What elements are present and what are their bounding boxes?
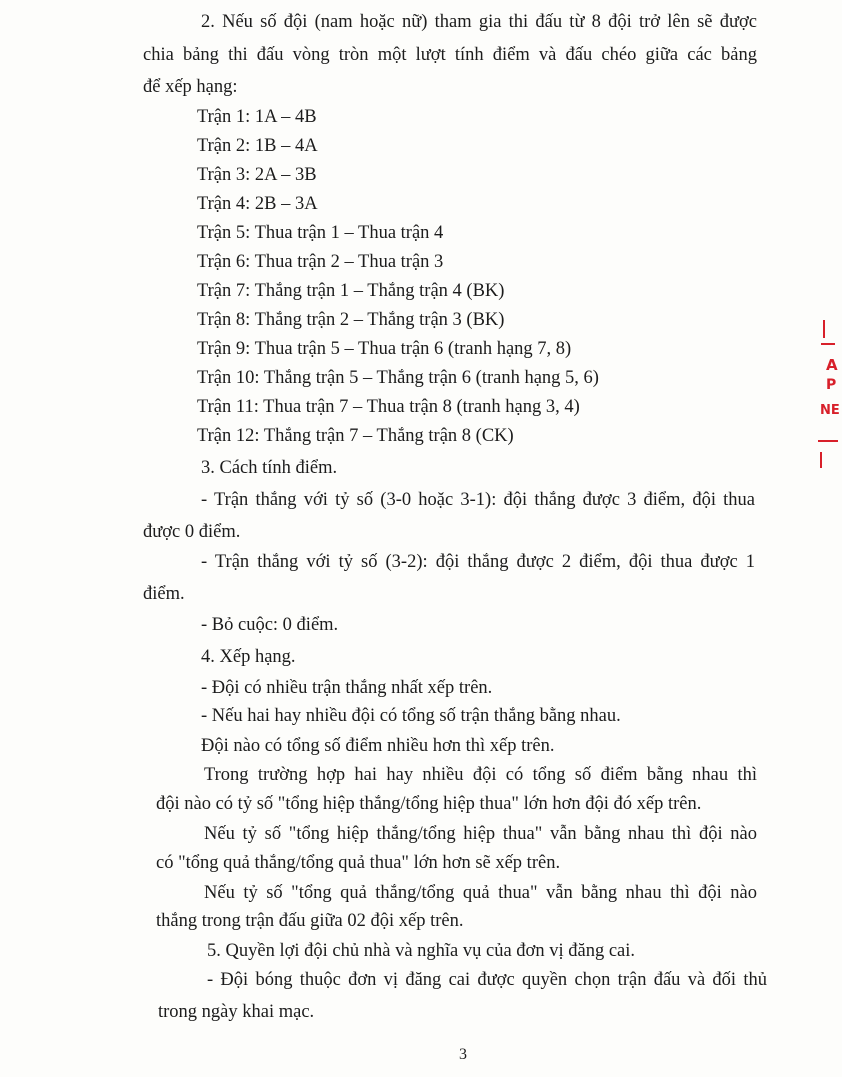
stamp-mark [821,343,835,345]
match-3: Trận 3: 2A – 3B [197,165,317,185]
ranking-rule-3: Đội nào có tổng số điểm nhiều hơn thì xếp trên. [201,736,555,756]
match-8: Trận 8: Thắng trận 2 – Thắng trận 3 (BK) [197,310,505,330]
match-12: Trận 12: Thắng trận 7 – Thắng trận 8 (CK) [197,426,514,446]
points-rule-3: - Bỏ cuộc: 0 điểm. [201,615,339,635]
match-9: Trận 9: Thua trận 5 – Thua trận 6 (tranh hạng 7, 8) [197,339,572,359]
ranking-rule-5-line-2: có "tổng quả thắng/tổng quả thua" lớn hơn sẽ xếp trên. [156,853,561,873]
stamp-mark [823,320,825,338]
section-3-heading: 3. Cách tính điểm. [201,458,338,478]
match-4: Trận 4: 2B – 3A [197,194,318,214]
section-5-heading: 5. Quyền lợi đội chủ nhà và nghĩa vụ của đơn vị đăng cai. [207,941,636,961]
points-rule-1-line-1: - Trận thắng với tỷ số (3-0 hoặc 3-1): đội thắng được 3 điểm, đội thua [201,490,755,510]
match-7: Trận 7: Thắng trận 1 – Thắng trận 4 (BK) [197,281,505,301]
match-10: Trận 10: Thắng trận 5 – Thắng trận 6 (tranh hạng 5, 6) [197,368,599,388]
points-rule-2-line-1: - Trận thắng với tỷ số (3-2): đội thắng được 2 điểm, đội thua được 1 [201,552,755,572]
stamp-mark [818,440,838,442]
section-4-heading: 4. Xếp hạng. [201,647,296,667]
host-rule-line-1: - Đội bóng thuộc đơn vị đăng cai được quyền chọn trận đấu và đối thủ [207,970,767,990]
match-1: Trận 1: 1A – 4B [197,107,317,127]
page-number: 3 [459,1046,467,1063]
match-5: Trận 5: Thua trận 1 – Thua trận 4 [197,223,444,243]
ranking-rule-6-line-2: thắng trong trận đấu giữa 02 đội xếp trên. [156,911,464,931]
stamp-mark [820,452,822,468]
match-2: Trận 2: 1B – 4A [197,136,318,156]
points-rule-2-line-2: điểm. [143,584,185,604]
ranking-rule-1: - Đội có nhiều trận thắng nhất xếp trên. [201,678,493,698]
ranking-rule-2: - Nếu hai hay nhiều đội có tổng số trận thắng bằng nhau. [201,706,621,726]
paragraph-2-line-2: chia bảng thi đấu vòng tròn một lượt tính điểm và đấu chéo giữa các bảng [143,45,757,65]
stamp-fragment: A [826,356,838,374]
ranking-rule-5-line-1: Nếu tỷ số "tổng hiệp thắng/tổng hiệp thua" vẫn bằng nhau thì đội nào [204,824,757,844]
ranking-rule-6-line-1: Nếu tỷ số "tổng quả thắng/tổng quả thua" vẫn bằng nhau thì đội nào [204,883,757,903]
ranking-rule-4-line-2: đội nào có tỷ số "tổng hiệp thắng/tổng hiệp thua" lớn hơn đội đó xếp trên. [156,794,702,814]
stamp-fragment: P [826,377,837,393]
paragraph-2-line-3: để xếp hạng: [143,77,238,97]
ranking-rule-4-line-1: Trong trường hợp hai hay nhiều đội có tổng số điểm bằng nhau thì [204,765,757,785]
stamp-fragment: NE [820,403,840,418]
paragraph-2-line-1: 2. Nếu số đội (nam hoặc nữ) tham gia thi đấu từ 8 đội trở lên sẽ được [201,12,757,32]
points-rule-1-line-2: được 0 điểm. [143,522,241,542]
match-6: Trận 6: Thua trận 2 – Thua trận 3 [197,252,444,272]
match-11: Trận 11: Thua trận 7 – Thua trận 8 (tranh hạng 3, 4) [197,397,580,417]
host-rule-line-2: trong ngày khai mạc. [158,1002,315,1022]
